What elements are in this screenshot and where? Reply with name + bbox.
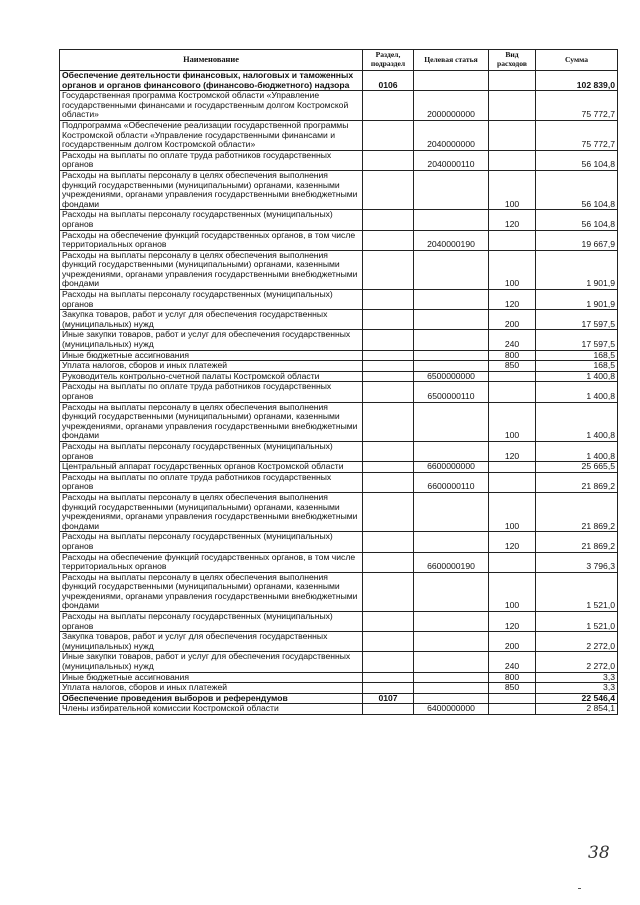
cell-sum: 21 869,2: [536, 532, 618, 552]
cell-section: [363, 170, 414, 209]
cell-section: [363, 552, 414, 572]
cell-section: [363, 382, 414, 402]
table-row: [60, 310, 618, 330]
cell-sum: 3 796,3: [536, 552, 618, 572]
cell-target: 2040000110: [414, 150, 489, 170]
table-row: [60, 170, 618, 209]
cell-name: Расходы на выплаты персоналу государственных (муниципальных) органов: [60, 210, 363, 230]
cell-name: Расходы на выплаты персоналу государственных (муниципальных) органов: [60, 441, 363, 461]
cell-kind: [489, 120, 536, 150]
table-row: [60, 361, 618, 372]
cell-sum: 1 400,8: [536, 382, 618, 402]
table-row: [60, 652, 618, 672]
cell-sum: 21 869,2: [536, 492, 618, 531]
cell-kind: [489, 552, 536, 572]
cell-section: [363, 330, 414, 350]
cell-kind: 120: [489, 441, 536, 461]
cell-name: Расходы на выплаты персоналу государственных (муниципальных) органов: [60, 290, 363, 310]
cell-kind: 240: [489, 330, 536, 350]
table-row: [60, 683, 618, 694]
cell-sum: 1 901,9: [536, 290, 618, 310]
cell-section: [363, 462, 414, 473]
cell-sum: 56 104,8: [536, 150, 618, 170]
cell-sum: 3,3: [536, 672, 618, 683]
table-row: [60, 672, 618, 683]
cell-section: [363, 704, 414, 715]
cell-target: 6500000110: [414, 382, 489, 402]
cell-sum: 102 839,0: [536, 71, 618, 91]
cell-sum: 1 901,9: [536, 250, 618, 289]
cell-section: [363, 310, 414, 330]
table-row: [60, 250, 618, 289]
cell-target: 6400000000: [414, 704, 489, 715]
cell-sum: 1 400,8: [536, 402, 618, 441]
cell-target: 6600000190: [414, 552, 489, 572]
cell-section: [363, 683, 414, 694]
table-row: [60, 532, 618, 552]
cell-target: [414, 250, 489, 289]
cell-name: Уплата налогов, сборов и иных платежей: [60, 361, 363, 372]
cell-kind: 100: [489, 170, 536, 209]
cell-sum: 1 400,8: [536, 371, 618, 382]
cell-target: 6600000000: [414, 462, 489, 473]
cell-name: Закупка товаров, работ и услуг для обеспечения государственных (муниципальных) нужд: [60, 310, 363, 330]
cell-name: Иные бюджетные ассигнования: [60, 672, 363, 683]
cell-target: [414, 71, 489, 91]
cell-sum: 1 521,0: [536, 612, 618, 632]
cell-target: [414, 532, 489, 552]
cell-kind: 120: [489, 210, 536, 230]
cell-section: [363, 632, 414, 652]
cell-section: [363, 250, 414, 289]
cell-section: [363, 230, 414, 250]
cell-kind: 100: [489, 250, 536, 289]
table-row: [60, 492, 618, 531]
cell-sum: 1 521,0: [536, 572, 618, 611]
cell-target: 6500000000: [414, 371, 489, 382]
cell-target: [414, 441, 489, 461]
cell-name: Расходы на выплаты персоналу в целях обеспечения выполнения функций государственными (муниципальными) органами, казенными учреждениями, органами управления государственными внебюджетными фондами: [60, 250, 363, 289]
table-row: [60, 632, 618, 652]
cell-name: Расходы на выплаты персоналу в целях обеспечения выполнения функций государственными (муниципальными) органами, казенными учреждениями, органами управления государственными внебюджетными фондами: [60, 492, 363, 531]
cell-section: [363, 652, 414, 672]
cell-target: 2000000000: [414, 91, 489, 121]
cell-section: [363, 572, 414, 611]
cell-section: [363, 91, 414, 121]
cell-target: [414, 693, 489, 704]
table-row: [60, 462, 618, 473]
cell-section: [363, 532, 414, 552]
header-section: Раздел, подраздел: [363, 50, 414, 71]
cell-kind: 800: [489, 672, 536, 683]
table-row: [60, 230, 618, 250]
cell-section: [363, 210, 414, 230]
cell-kind: 200: [489, 310, 536, 330]
table-row: [60, 71, 618, 91]
cell-kind: [489, 382, 536, 402]
cell-target: [414, 210, 489, 230]
cell-target: [414, 170, 489, 209]
cell-section: [363, 150, 414, 170]
cell-name: Члены избирательной комиссии Костромской области: [60, 704, 363, 715]
header-name: Наименование: [60, 50, 363, 71]
cell-sum: 168,5: [536, 350, 618, 361]
cell-section: [363, 472, 414, 492]
cell-kind: 850: [489, 361, 536, 372]
cell-target: [414, 572, 489, 611]
cell-kind: 100: [489, 402, 536, 441]
cell-sum: 1 400,8: [536, 441, 618, 461]
cell-target: [414, 361, 489, 372]
cell-sum: 22 546,4: [536, 693, 618, 704]
budget-table: [59, 49, 618, 715]
cell-sum: 75 772,7: [536, 91, 618, 121]
cell-section: [363, 120, 414, 150]
table-row: [60, 150, 618, 170]
table-row: [60, 371, 618, 382]
table-row: [60, 693, 618, 704]
cell-kind: [489, 462, 536, 473]
cell-section: [363, 672, 414, 683]
table-row: [60, 350, 618, 361]
page-number: 38: [588, 843, 610, 863]
header-sum: Сумма: [536, 50, 618, 71]
cell-kind: 120: [489, 290, 536, 310]
cell-target: [414, 330, 489, 350]
cell-name: Расходы на выплаты персоналу в целях обеспечения выполнения функций государственными (муниципальными) органами, казенными учреждениями, органами управления государственными внебюджетными фондами: [60, 170, 363, 209]
cell-kind: [489, 230, 536, 250]
cell-name: Иные бюджетные ассигнования: [60, 350, 363, 361]
table-row: [60, 704, 618, 715]
cell-name: Руководитель контрольно-счетной палаты Костромской области: [60, 371, 363, 382]
cell-sum: 19 667,9: [536, 230, 618, 250]
cell-target: [414, 652, 489, 672]
table-row: [60, 441, 618, 461]
cell-name: Обеспечение деятельности финансовых, налоговых и таможенных органов и органов финансового (финансово-бюджетного) надзора: [60, 71, 363, 91]
cell-target: [414, 683, 489, 694]
cell-name: Расходы на обеспечение функций государственных органов, в том числе территориальных органов: [60, 230, 363, 250]
table-row: [60, 210, 618, 230]
cell-sum: 2 854,1: [536, 704, 618, 715]
cell-name: Расходы на обеспечение функций государственных органов, в том числе территориальных органов: [60, 552, 363, 572]
cell-sum: 75 772,7: [536, 120, 618, 150]
cell-section: 0106: [363, 71, 414, 91]
cell-kind: 240: [489, 652, 536, 672]
cell-name: Расходы на выплаты по оплате труда работников государственных органов: [60, 150, 363, 170]
cell-section: [363, 290, 414, 310]
cell-kind: [489, 371, 536, 382]
table-row: [60, 552, 618, 572]
cell-kind: [489, 693, 536, 704]
cell-name: Обеспечение проведения выборов и референдумов: [60, 693, 363, 704]
header-target: Целевая статья: [414, 50, 489, 71]
table-row: [60, 612, 618, 632]
cell-target: [414, 632, 489, 652]
cell-kind: [489, 71, 536, 91]
cell-kind: 800: [489, 350, 536, 361]
cell-kind: 120: [489, 532, 536, 552]
cell-kind: [489, 472, 536, 492]
cell-target: 6600000110: [414, 472, 489, 492]
cell-name: Подпрограмма «Обеспечение реализации государственной программы Костромской области «Управление государственными финансами и государственным долгом Костромской области»: [60, 120, 363, 150]
cell-name: Государственная программа Костромской области «Управление государственными финансами и государственным долгом Костромской области»: [60, 91, 363, 121]
cell-target: [414, 672, 489, 683]
cell-section: [363, 371, 414, 382]
table-row: [60, 120, 618, 150]
cell-kind: 100: [489, 492, 536, 531]
cell-sum: 2 272,0: [536, 632, 618, 652]
cell-kind: 100: [489, 572, 536, 611]
cell-section: [363, 402, 414, 441]
header-row: [60, 50, 618, 71]
cell-section: [363, 441, 414, 461]
cell-sum: 17 597,5: [536, 330, 618, 350]
cell-name: Уплата налогов, сборов и иных платежей: [60, 683, 363, 694]
scan-mark: [578, 888, 581, 889]
cell-target: [414, 402, 489, 441]
header-kind: Вид расходов: [489, 50, 536, 71]
cell-sum: 56 104,8: [536, 210, 618, 230]
cell-name: Иные закупки товаров, работ и услуг для обеспечения государственных (муниципальных) нужд: [60, 330, 363, 350]
cell-kind: 120: [489, 612, 536, 632]
cell-target: [414, 492, 489, 531]
cell-target: 2040000190: [414, 230, 489, 250]
cell-target: [414, 350, 489, 361]
cell-name: Расходы на выплаты персоналу государственных (муниципальных) органов: [60, 612, 363, 632]
cell-name: Расходы на выплаты персоналу в целях обеспечения выполнения функций государственными (муниципальными) органами, казенными учреждениями, органами управления государственными внебюджетными фондами: [60, 572, 363, 611]
cell-section: [363, 350, 414, 361]
cell-sum: 3,3: [536, 683, 618, 694]
cell-kind: 200: [489, 632, 536, 652]
cell-kind: [489, 91, 536, 121]
cell-sum: 168,5: [536, 361, 618, 372]
cell-name: Закупка товаров, работ и услуг для обеспечения государственных (муниципальных) нужд: [60, 632, 363, 652]
cell-name: Иные закупки товаров, работ и услуг для обеспечения государственных (муниципальных) нужд: [60, 652, 363, 672]
cell-target: [414, 310, 489, 330]
cell-kind: 850: [489, 683, 536, 694]
table-row: [60, 402, 618, 441]
table-row: [60, 572, 618, 611]
cell-target: [414, 290, 489, 310]
cell-sum: 56 104,8: [536, 170, 618, 209]
cell-sum: 21 869,2: [536, 472, 618, 492]
cell-sum: 25 665,5: [536, 462, 618, 473]
table-row: [60, 91, 618, 121]
table-row: [60, 330, 618, 350]
cell-sum: 17 597,5: [536, 310, 618, 330]
cell-name: Центральный аппарат государственных органов Костромской области: [60, 462, 363, 473]
table-row: [60, 382, 618, 402]
cell-name: Расходы на выплаты по оплате труда работников государственных органов: [60, 382, 363, 402]
cell-target: [414, 612, 489, 632]
table-row: [60, 290, 618, 310]
cell-section: [363, 361, 414, 372]
table-row: [60, 472, 618, 492]
cell-kind: [489, 150, 536, 170]
cell-name: Расходы на выплаты по оплате труда работников государственных органов: [60, 472, 363, 492]
cell-name: Расходы на выплаты персоналу государственных (муниципальных) органов: [60, 532, 363, 552]
cell-section: [363, 492, 414, 531]
cell-section: [363, 612, 414, 632]
cell-section: 0107: [363, 693, 414, 704]
cell-kind: [489, 704, 536, 715]
cell-name: Расходы на выплаты персоналу в целях обеспечения выполнения функций государственными (муниципальными) органами, казенными учреждениями, органами управления государственными внебюджетными фондами: [60, 402, 363, 441]
cell-sum: 2 272,0: [536, 652, 618, 672]
cell-target: 2040000000: [414, 120, 489, 150]
